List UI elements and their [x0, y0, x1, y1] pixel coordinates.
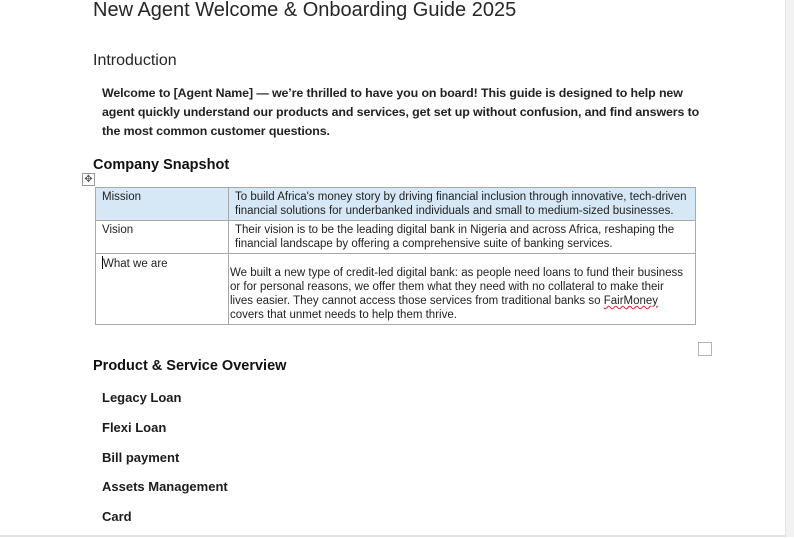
introduction-paragraph: Welcome to [Agent Name] — we’re thrilled to have you on board! This guide is designed to help new agent quickly understand our products and services, get set up without confusion, and find answers to the most common customer questions. [102, 86, 700, 138]
table-move-handle-icon[interactable]: ✥ [82, 173, 95, 186]
value-text-suffix: covers that unmet needs to help them thrive. [230, 309, 457, 321]
table-cell-label[interactable]: Mission [96, 188, 229, 221]
product-item-bill-payment: Bill payment [102, 449, 180, 465]
vertical-scrollbar[interactable] [785, 0, 794, 537]
value-text-prefix: We built a new type of credit-led digital bank: as people need loans to fund their business or for personal reasons, we offer them what they need with no collateral to make their lives easier. They cannot access those services from traditional banks so [230, 267, 684, 307]
product-overview-heading: Product & Service Overview [93, 358, 287, 374]
product-item-assets-management: Assets Management [102, 479, 228, 495]
product-item-card: Card [102, 509, 132, 525]
product-item-flexi-loan: Flexi Loan [102, 419, 167, 435]
document-title: New Agent Welcome & Onboarding Guide 2025 [93, 0, 517, 21]
table-cell-value[interactable] [229, 254, 696, 325]
table-row-vision [96, 221, 696, 254]
table-cell-label[interactable] [96, 254, 229, 325]
table-cell-label-text: What we are [103, 258, 168, 270]
company-snapshot-table [95, 187, 696, 325]
introduction-heading: Introduction [93, 52, 177, 69]
product-list [102, 389, 228, 538]
table-row-what-we-are [96, 254, 696, 325]
table-cell-value[interactable]: Their vision is to be the leading digital bank in Nigeria and across Africa, reshaping the financial landscape by offering a comprehensive suite of banking services. [229, 221, 696, 254]
table-resize-handle[interactable] [698, 342, 712, 356]
company-snapshot-heading: Company Snapshot [93, 157, 230, 173]
spellcheck-flagged-word[interactable]: FairMoney [603, 295, 659, 307]
product-item-legacy-loan: Legacy Loan [102, 390, 182, 405]
table-cell-value[interactable]: To build Africa's money story by driving financial inclusion through innovative, tech-driven financial solutions for underbanked individuals and small to medium-sized businesses. [229, 188, 696, 221]
table-row-mission [96, 188, 696, 221]
table-cell-label[interactable]: Vision [96, 221, 229, 254]
